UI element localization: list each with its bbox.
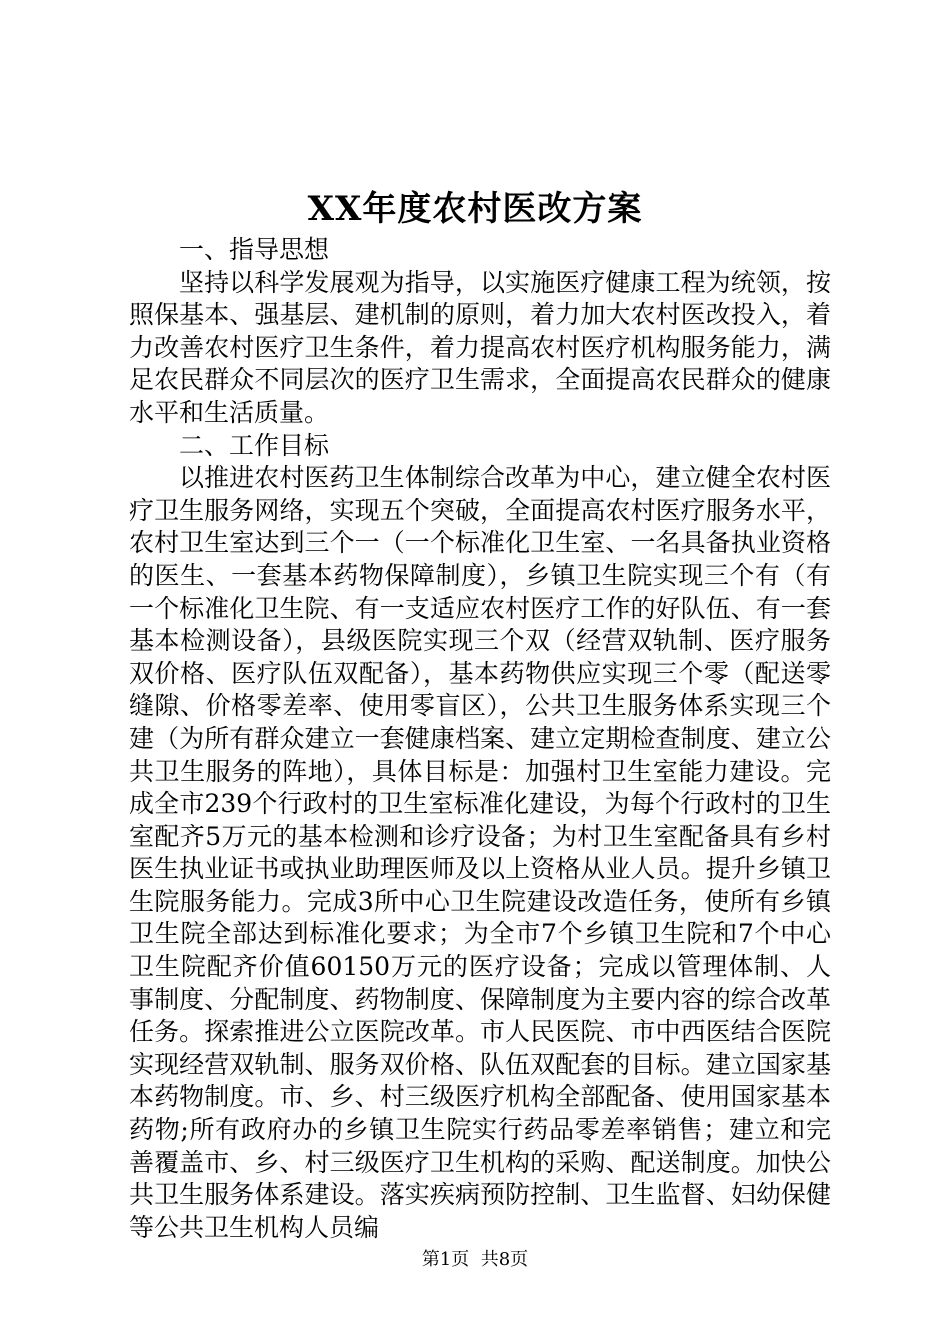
section-heading: 二、工作目标 bbox=[179, 430, 330, 460]
section-paragraph: 以推进农村医药卫生体制综合改革为中心，建立健全农村医疗卫生服务网络，实现五个突破，全面提高农村医疗服务水平，农村卫生室达到三个一（一个标准化卫生室、一名具备执业资格的医生、一套基本药物保障制度），乡镇卫生院实现三个有（有一个标准化卫生院、有一支适应农村医疗工作的好队伍、有一套基本检测设备），县级医院实现三个双（经营双轨制、医疗服务双价格、医疗队伍双配备），基本药物供应实现三个零（配送零缝隙、价格零差率、使用零盲区），公共卫生服务体系实现三个建（为所有群众建立一套健康档案、建立定期检查制度、建立公共卫生服务的阵地），具体目标是：加强村卫生室能力建设。完成全市239个行政村的卫生室标准化建设，为每个行政村的卫生室配齐5万元的基本检测和诊疗设备；为村卫生室配备具有乡村医生执业证书或执业助理医师及以上资格从业人员。提升乡镇卫生院服务能力。完成3所中心卫生院建设改造任务，使所有乡镇卫生院全部达到标准化要求；为全市7个乡镇卫生院和7个中心卫生院配齐价值60150万元的医疗设备；完成以管理体制、人事制度、分配制度、药物制度、保障制度为主要内容的综合改革任务。探索推进公立医院改革。市人民医院、市中西医结合医院实现经营双轨制、服务双价格、队伍双配套的目标。建立国家基本药物制度。市、乡、村三级医疗机构全部配备、使用国家基本药物;所有政府办的乡镇卫生院实行药品零差率销售；建立和完善覆盖市、乡、村三级医疗卫生机构的采购、配送制度。加快公共卫生服务体系建设。落实疾病预防控制、卫生监督、妇幼保健等公共卫生机构人员编 bbox=[129, 463, 831, 1242]
section-paragraph: 坚持以科学发展观为指导，以实施医疗健康工程为统领，按照保基本、强基层、建机制的原则，着力加大农村医改投入，着力改善农村医疗卫生条件，着力提高农村医疗机构服务能力，满足农民群众不同层次的医疗卫生需求，全面提高农民群众的健康水平和生活质量。 bbox=[129, 267, 831, 427]
document-body bbox=[129, 234, 831, 1244]
page-footer: 第1页 共8页 bbox=[421, 1249, 529, 1270]
section-heading: 一、指导思想 bbox=[179, 235, 330, 264]
document-title: XX年度农村医改方案 bbox=[307, 189, 643, 229]
